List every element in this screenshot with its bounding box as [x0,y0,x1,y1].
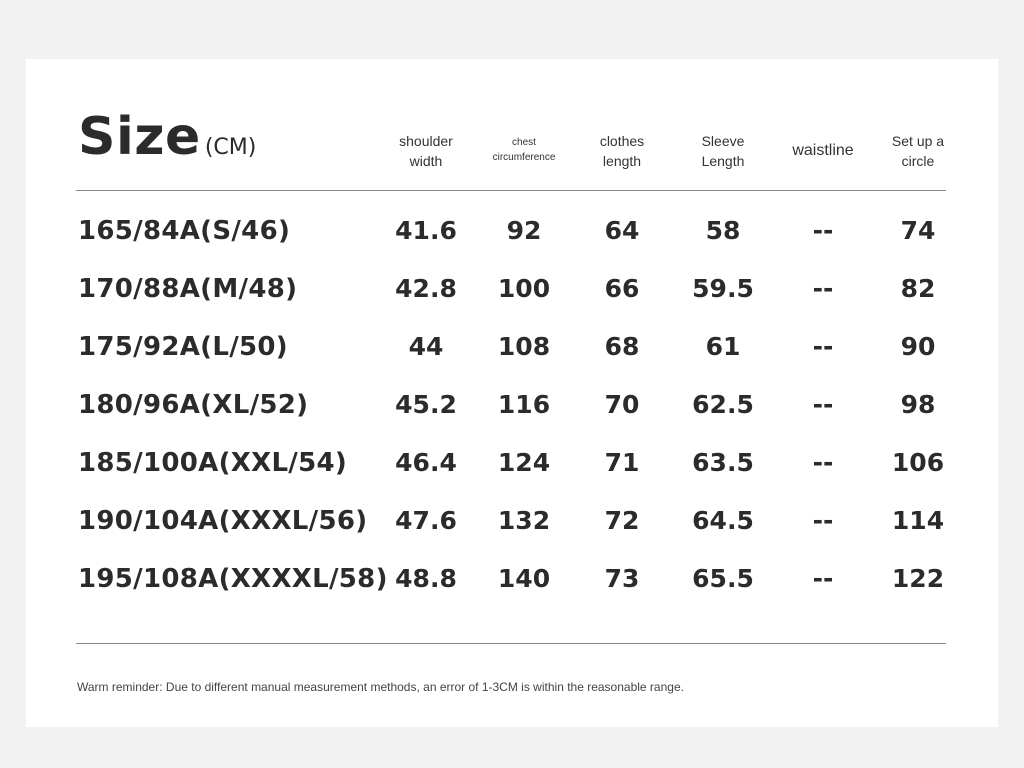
shoulder-width-value: 42.8 [395,274,457,303]
table-row [26,318,998,376]
chest-value: 132 [497,506,551,535]
clothes-length-value: 66 [604,274,640,303]
table-row [26,550,998,608]
header-clothes-length [572,131,672,171]
waistline-value: -- [812,390,834,419]
header-line: width [409,153,443,169]
sleeve-length-value: 58 [705,216,741,245]
header-line: chest [512,137,536,148]
circle-value: 98 [900,390,936,419]
size-label: 190/104A(XXXL/56) [78,506,368,536]
clothes-length-value: 68 [604,332,640,361]
table-row [26,260,998,318]
header-line: clothes [599,133,645,149]
shoulder-width-value: 45.2 [395,390,457,419]
shoulder-width-value: 47.6 [395,506,457,535]
header-line: circle [901,153,935,169]
table-row [26,434,998,492]
sleeve-length-value: 59.5 [692,274,754,303]
chest-value: 124 [497,448,551,477]
header-line: Length [701,153,745,169]
circle-value: 82 [900,274,936,303]
chest-value: 140 [497,564,551,593]
size-label: 165/84A(S/46) [78,216,291,246]
shoulder-width-value: 41.6 [395,216,457,245]
title-main: Size [78,107,201,167]
header-chest-circumference [474,135,574,165]
table-row [26,202,998,260]
size-label: 185/100A(XXL/54) [78,448,348,478]
header-line: length [602,153,642,169]
size-chart-card [26,59,998,727]
circle-value: 90 [900,332,936,361]
header-waistline: waistline [792,142,854,159]
header-sleeve-length [673,131,773,171]
circle-value: 74 [900,216,936,245]
chest-value: 92 [506,216,542,245]
header-divider [76,190,946,191]
warm-reminder-note: Warm reminder: Due to different manual measurement methods, an error of 1-3CM is within the reasonable range. [77,680,684,694]
chest-value: 116 [497,390,551,419]
sleeve-length-value: 62.5 [692,390,754,419]
sleeve-length-value: 65.5 [692,564,754,593]
footer-divider [76,643,946,644]
size-label: 180/96A(XL/52) [78,390,309,420]
size-label: 175/92A(L/50) [78,332,288,362]
waistline-value: -- [812,274,834,303]
chest-value: 108 [497,332,551,361]
size-label: 170/88A(M/48) [78,274,298,304]
chest-value: 100 [497,274,551,303]
circle-value: 106 [891,448,945,477]
size-label: 195/108A(XXXXL/58) [78,564,388,594]
header-shoulder-width [376,131,476,171]
waistline-value: -- [812,448,834,477]
sleeve-length-value: 61 [705,332,741,361]
header-set-up-a-circle [868,131,968,171]
header-line: Sleeve [701,133,745,149]
shoulder-width-value: 46.4 [395,448,457,477]
table-row [26,492,998,550]
header-line: circumference [492,152,556,163]
header-line: shoulder [399,133,453,149]
circle-value: 122 [891,564,945,593]
sleeve-length-value: 64.5 [692,506,754,535]
table-row [26,376,998,434]
waistline-value: -- [812,216,834,245]
sleeve-length-value: 63.5 [692,448,754,477]
waistline-value: -- [812,564,834,593]
title-unit: (CM) [204,135,257,160]
clothes-length-value: 71 [604,448,640,477]
page-title [78,107,256,167]
shoulder-width-value: 48.8 [395,564,457,593]
clothes-length-value: 64 [604,216,640,245]
clothes-length-value: 70 [604,390,640,419]
circle-value: 114 [891,506,945,535]
clothes-length-value: 72 [604,506,640,535]
waistline-value: -- [812,506,834,535]
header-line: Set up a [891,133,945,149]
waistline-value: -- [812,332,834,361]
clothes-length-value: 73 [604,564,640,593]
shoulder-width-value: 44 [408,332,444,361]
